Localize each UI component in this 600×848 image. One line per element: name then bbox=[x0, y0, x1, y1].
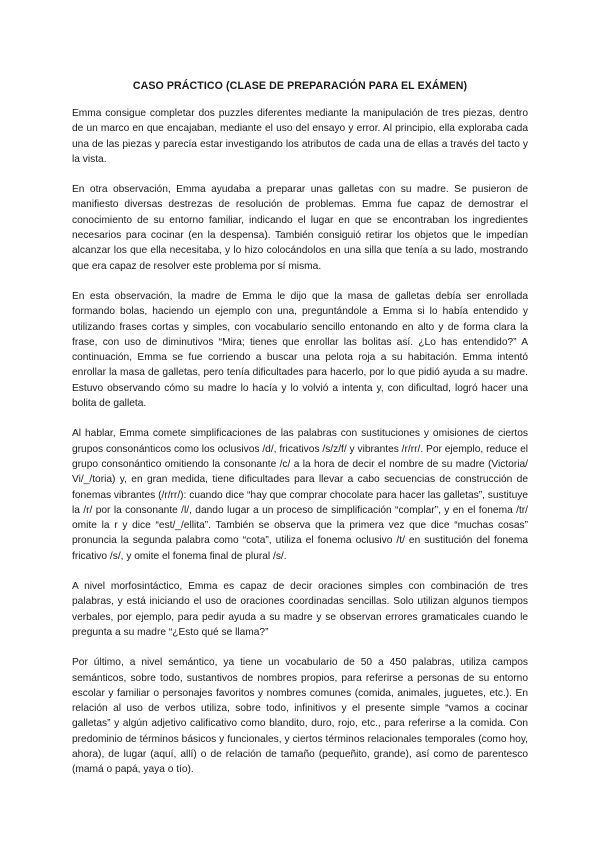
document-page bbox=[72, 80, 528, 793]
paragraph-puzzles: Emma consigue completar dos puzzles diferentes mediante la manipulación de tres piezas, dentro de un marco en que encajaban, mediante el uso del ensayo y error. Al principio, ella exploraba cada una de las piezas y parecía estar investigando los atributos de cada una de ellas a través del tacto y la vista. bbox=[72, 108, 528, 165]
paragraph-fonologia: Al hablar, Emma comete simplificaciones de las palabras con sustituciones y omisiones de ciertos grupos consonánticos como los oclusivos /d/, fricativos /s/z/f/ y vibrantes /r/rr/. Por ejemplo, reduce el grupo consonántico omitiendo la consonante /c/ a la hora de decir el nombre de su madre (Victoria/ Vi/_/toria) y, en gran medida, tiene dificultades para llevar a cabo secuencias de construcción de fonemas vibrantes (/r/rr/): cuando dice “hay que comprar chocolate para hacer las galletas”, sustituye la /r/ por la consonante /l/, dando lugar a un proceso de simplificación “complar”, y en el fonema /tr/ omite la r y dice “est/_/ellita”. También se observa que la primera vez que dice “muchas cosas” pronuncia la segunda palabra como “cota”, utiliza el fonema oclusivo /t/ en sustitución del fonema fricativo /s/, y omite el fonema final de plural /s/. bbox=[72, 428, 528, 562]
document-title: CASO PRÁCTICO (CLASE DE PREPARACIÓN PARA EL EXÁMEN) bbox=[132, 80, 468, 92]
paragraph-masa: En esta observación, la madre de Emma le dijo que la masa de galletas debía ser enrollada formando bolas, haciendo un ejemplo con una, preguntándole a Emma si lo había entendido y utilizando frases cortas y simples, con vocabulario sencillo entonando en alto y de forma clara la frase, con uso de diminutivos “Mira; tienes que enrollar las bolitas así. ¿Lo has entendido?” A continuación, Emma se fue corriendo a buscar una pelota roja a su habitación. Emma intentó enrollar la masa de galletas, pero tenía dificultades para hacerlo, por lo que pidió ayuda a su madre. Estuvo observando cómo su madre lo hacía y lo volvió a intenta y, con dificultad, logró hacer una bolita de galleta. bbox=[72, 290, 528, 410]
paragraph-semantica: Por último, a nivel semántico, ya tiene un vocabulario de 50 a 450 palabras, utiliza campos semánticos, sobre todo, sustantivos de nombres propios, para referirse a personas de su entorno escolar y familiar o personajes favoritos y nombres comunes (comida, animales, juguetes, etc.). En relación al uso de verbos utiliza, sobre todo, infinitivos y el presente simple “vamos a cocinar galletas” y algún adjetivo calificativo como blandito, duro, rojo, etc., para referirse a la comida. Con predominio de términos básicos y funcionales, y ciertos términos relacionales temporales (como hoy, ahora), de lugar (aquí, allí) o de relación de tamaño (pequeñito, grande), así como de parentesco (mamá o papá, yaya o tío). bbox=[72, 657, 528, 776]
paragraph-galletas: En otra observación, Emma ayudaba a preparar unas galletas con su madre. Se pusieron de manifiesto diversas destrezas de resolución de problemas. Emma fue capaz de demostrar el conocimiento de su entorno familiar, indicando el lugar en que se encontraban los ingredientes necesarios para cocinar (en la despensa). También consiguió retirar los objetos que le impedían alcanzar los que ella necesitaba, y lo hizo colocándolos en una silla que tenía a su lado, mostrando que era capaz de resolver este problema por sí misma. bbox=[72, 184, 528, 272]
paragraph-morfosintaxis: A nivel morfosintáctico, Emma es capaz de decir oraciones simples con combinación de tres palabras, y está iniciando el uso de oraciones coordinadas sencillas. Solo utilizan algunos tiempos verbales, por ejemplo, para pedir ayuda a su madre y se observan errores gramaticales cuando le pregunta a su madre “¿Esto qué se llama?” bbox=[72, 581, 528, 638]
